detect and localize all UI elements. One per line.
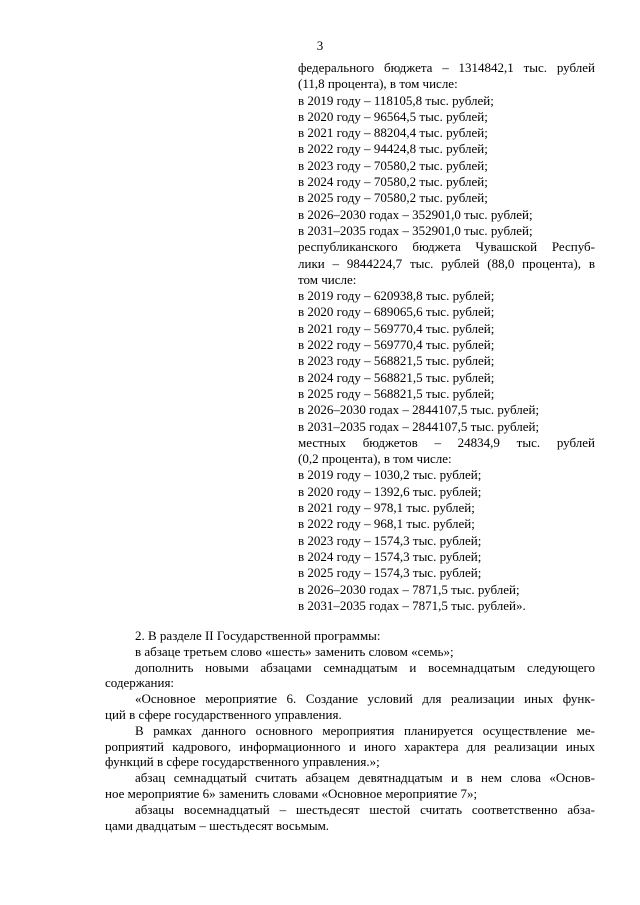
amendment-body-text (105, 628, 595, 833)
budget-line: в 2021 году – 978,1 тыс. рублей; (298, 500, 475, 516)
budget-line: в 2031–2035 годах – 352901,0 тыс. рублей; (298, 222, 533, 238)
paragraph-line: в абзаце третьем слово «шесть» заменить словом «семь»; (135, 643, 454, 659)
budget-line: в 2023 году – 568821,5 тыс. рублей; (298, 353, 495, 369)
budget-line: в 2020 году – 689065,6 тыс. рублей; (298, 304, 495, 320)
budget-line: в 2024 году – 1574,3 тыс. рублей; (298, 548, 482, 564)
budget-line: в 2024 году – 568821,5 тыс. рублей; (298, 369, 495, 385)
budget-line: в 2031–2035 годах – 2844107,5 тыс. рублей; (298, 418, 540, 434)
budget-line: в 2019 году – 118105,8 тыс. рублей; (298, 92, 494, 108)
paragraph-line: 2. В разделе II Государственной программы: (135, 628, 381, 643)
budget-line: в 2026–2030 годах – 2844107,5 тыс. рублей; (298, 402, 540, 418)
budget-line: лики – 9844224,7 тыс. рублей (88,0 процента), в (298, 255, 595, 271)
budget-line: в 2020 году – 96564,5 тыс. рублей; (298, 108, 488, 124)
paragraph-line: абзац семнадцатый считать абзацем девятнадцатым и в нем слова «Основ- (135, 770, 595, 786)
page-number: 3 (316, 38, 324, 53)
budget-line: в 2026–2030 годах – 352901,0 тыс. рублей; (298, 206, 533, 222)
budget-line: республиканского бюджета Чувашской Респуб- (298, 239, 595, 255)
budget-line: в 2024 году – 70580,2 тыс. рублей; (298, 174, 488, 190)
budget-line: в 2025 году – 1574,3 тыс. рублей; (298, 565, 482, 581)
budget-line: в 2022 году – 569770,4 тыс. рублей; (298, 337, 495, 353)
paragraph-line: абзацы восемнадцатый – шестьдесят шестой считать соответственно абза- (135, 801, 595, 817)
budget-line: в 2021 году – 569770,4 тыс. рублей; (298, 320, 495, 336)
paragraph-line: роприятий кадрового, информационного и иного характера для реализации иных (105, 738, 595, 754)
paragraph-line: дополнить новыми абзацами семнадцатым и восемнадцатым следующего (135, 659, 595, 675)
budget-line: в 2025 году – 568821,5 тыс. рублей; (298, 385, 495, 401)
budget-line: федерального бюджета – 1314842,1 тыс. рублей (298, 60, 595, 75)
paragraph-line: ное мероприятие 6» заменить словами «Основное мероприятие 7»; (105, 785, 478, 801)
budget-line: том числе: (298, 271, 357, 287)
paragraph-line: В рамках данного основного мероприятия планируется осуществление ме- (135, 722, 595, 738)
paragraph-line: «Основное мероприятие 6. Создание условий для реализации иных функ- (135, 691, 595, 707)
budget-line: в 2022 году – 968,1 тыс. рублей; (298, 516, 475, 532)
paragraph-line: цами двадцатым – шестьдесят восьмым. (105, 817, 330, 833)
paragraph-line: функций в сфере государственного управления.»; (105, 754, 380, 770)
budget-line: (0,2 процента), в том числе: (298, 451, 452, 467)
budget-line: в 2019 году – 620938,8 тыс. рублей; (298, 288, 495, 304)
paragraph-line: содержания: (105, 675, 175, 691)
budget-line: в 2031–2035 годах – 7871,5 тыс. рублей». (298, 597, 526, 613)
budget-line: в 2023 году – 70580,2 тыс. рублей; (298, 157, 488, 173)
budget-line: в 2020 году – 1392,6 тыс. рублей; (298, 483, 482, 499)
budget-line: в 2026–2030 годах – 7871,5 тыс. рублей; (298, 581, 520, 597)
budget-line: в 2023 году – 1574,3 тыс. рублей; (298, 532, 482, 548)
budget-line: (11,8 процента), в том числе: (298, 76, 458, 92)
budget-breakdown-column (298, 60, 595, 614)
budget-line: в 2025 году – 70580,2 тыс. рублей; (298, 190, 488, 206)
budget-line: в 2022 году – 94424,8 тыс. рублей; (298, 141, 488, 157)
paragraph-line: ций в сфере государственного управления. (105, 706, 342, 722)
budget-line: в 2019 году – 1030,2 тыс. рублей; (298, 467, 482, 483)
budget-line: местных бюджетов – 24834,9 тыс. рублей (298, 434, 595, 450)
budget-line: в 2021 году – 88204,4 тыс. рублей; (298, 125, 488, 141)
